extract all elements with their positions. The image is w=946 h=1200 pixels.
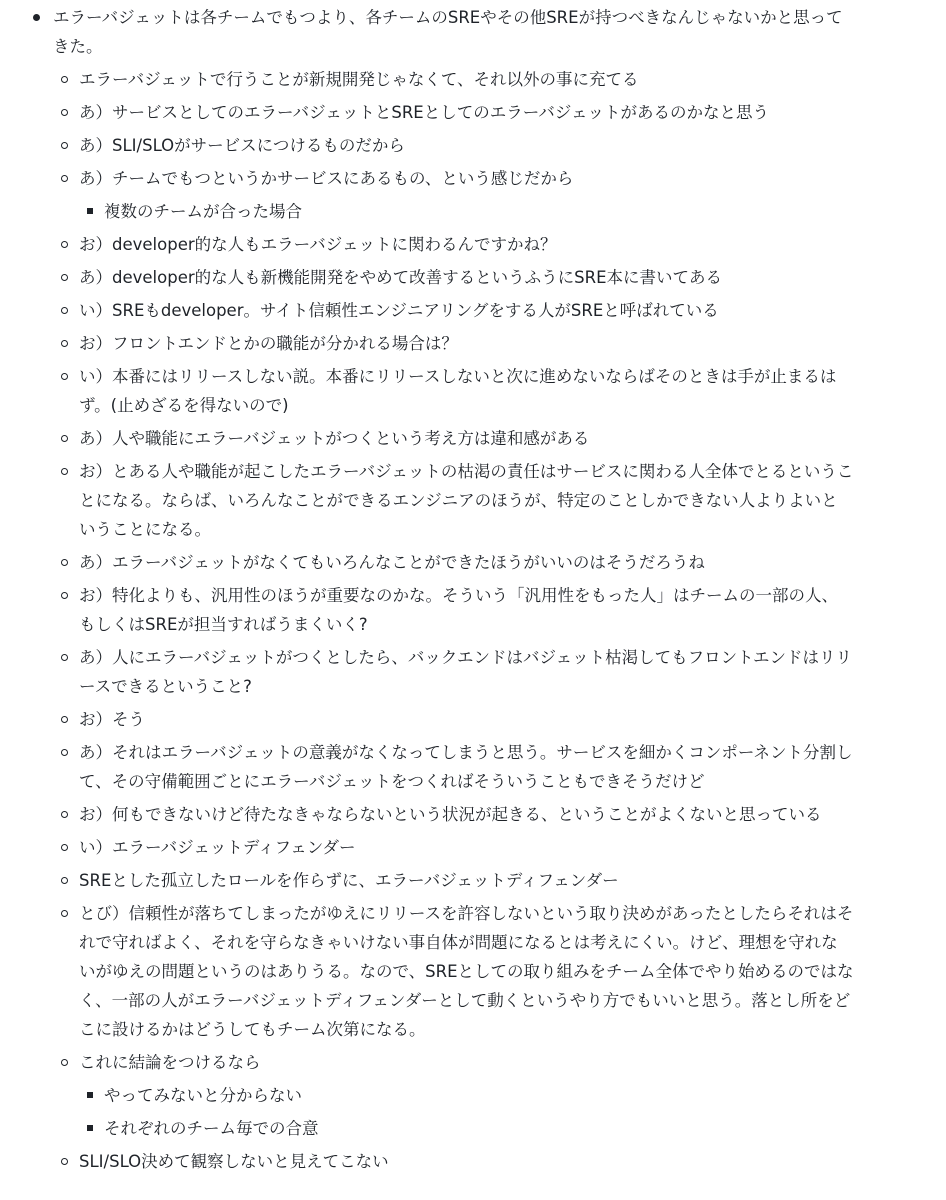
list-item [53,131,854,160]
list-item [53,65,854,94]
list-item [53,1147,854,1176]
list-item-text: あ）サービスとしてのエラーバジェットとSREとしてのエラーバジェットがあるのかなと思う [79,103,770,122]
list-item-text: やってみないと分からない [104,1086,302,1105]
bullet-circle-icon [61,274,68,281]
bullet-circle-icon [61,811,68,818]
bullet-square-icon [87,1092,93,1098]
list-item-text: それぞれのチーム毎での合意 [104,1119,319,1138]
list-item [53,548,854,577]
list-item [79,197,854,226]
list-item-text: あ）SLI/SLOがサービスにつけるものだから [79,136,405,155]
list-item-text: エラーバジェットは各チームでもつより、各チームのSREやその他SREが持つべきなんじゃないかと思ってきた。 [53,8,843,56]
bullet-square-icon [87,208,93,214]
bullet-circle-icon [61,1059,68,1066]
bullet-circle-icon [61,559,68,566]
list-item [53,800,854,829]
list-item-text: い）エラーバジェットディフェンダー [79,838,356,857]
nested-list [53,65,854,1176]
bullet-circle-icon [61,142,68,149]
bullet-circle-icon [61,716,68,723]
bullet-circle-icon [61,76,68,83]
list-item [53,738,854,796]
list-item-text: あ）developer的な人も新機能開発をやめて改善するというふうにSRE本に書いてある [79,268,722,287]
list-item-text: あ）エラーバジェットがなくてもいろんなことができたほうがいいのはそうだろうね [79,553,705,572]
list-item-text: あ）それはエラーバジェットの意義がなくなってしまうと思う。サービスを細かくコンポーネント分割して、その守備範囲ごとにエラーバジェットをつくればそういうこともできそうだけど [79,743,853,791]
list-item-text: い）本番にはリリースしない説。本番にリリースしないと次に進めないならばそのときは手が止まるはず。(止めざるを得ないので) [79,367,837,415]
list-item [53,899,854,1044]
bullet-circle-icon [61,435,68,442]
list-item [53,296,854,325]
list-item-text: お）そう [79,710,145,729]
bullet-circle-icon [61,468,68,475]
list-item [53,164,854,226]
list-item-text: お）フロントエンドとかの職能が分かれる場合は？ [79,334,458,353]
list-item-text: SLI/SLO決めて観察しないと見えてこない [79,1152,389,1171]
bullet-circle-icon [61,340,68,347]
list-item [53,643,854,701]
list-item-text: 複数のチームが合った場合 [104,202,302,221]
bullet-circle-icon [61,910,68,917]
list-item-text: あ）人や職能にエラーバジェットがつくという考え方は違和感がある [79,429,590,448]
list-item-text: とび）信頼性が落ちてしまったがゆえにリリースを許容しないという取り決めがあったとしたらそれはそれで守ればよく、それを守らなきゃいけない事自体が問題になるとは考えにくい。けど、理想を守れないがゆえの問題というのはありうる。なので、SREとしての取り組みをチーム全体でやり始めるのではなく、一部の人がエラーバジェットディフェンダーとして動くというやり方でもいいと思う。落とし所をどこに設けるかはどうしてもチーム次第になる。 [79,904,854,1039]
list-item-text: お）developer的な人もエラーバジェットに関わるんですかね？ [79,235,557,254]
list-item-text: これに結論をつけるなら [79,1053,261,1072]
list-item [53,230,854,259]
list-item-text: エラーバジェットで行うことが新規開発じゃなくて、それ以外の事に充てる [79,70,639,89]
list-item [53,1048,854,1143]
list-item [53,833,854,862]
bullet-circle-icon [61,654,68,661]
nested-list [79,197,854,226]
list-item [53,457,854,544]
list-item [53,705,854,734]
list-item [53,329,854,358]
bullet-circle-icon [61,109,68,116]
bullet-circle-icon [61,749,68,756]
list-item [53,581,854,639]
bullet-disc-icon [33,14,40,21]
list-item [53,866,854,895]
list-item-text: SREとした孤立したロールを作らずに、エラーバジェットディフェンダー [79,871,619,890]
bullet-list [0,3,946,1176]
bullet-circle-icon [61,373,68,380]
list-item [53,424,854,453]
bullet-circle-icon [61,877,68,884]
list-item-text: お）特化よりも、汎用性のほうが重要なのかな。そういう「汎用性をもった人」はチームの一部の人、もしくはSREが担当すればうまくいく? [79,586,838,634]
bullet-circle-icon [61,1158,68,1165]
bullet-circle-icon [61,241,68,248]
list-item [53,263,854,292]
list-item [0,3,946,1176]
bullet-circle-icon [61,175,68,182]
list-item-text: い）SREもdeveloper。サイト信頼性エンジニアリングをする人がSREと呼ばれている [79,301,719,320]
list-item [79,1114,854,1143]
list-item [79,1081,854,1110]
list-item [53,362,854,420]
notes-document [0,3,946,1180]
list-item-text: あ）人にエラーバジェットがつくとしたら、バックエンドはバジェット枯渇してもフロントエンドはリリースできるということ? [79,648,853,696]
list-item-text: あ）チームでもつというかサービスにあるもの、という感じだから [79,169,574,188]
list-item [53,98,854,127]
list-item-text: お）何もできないけど待たなきゃならないという状況が起きる、ということがよくないと思っている [79,805,822,824]
bullet-circle-icon [61,844,68,851]
bullet-circle-icon [61,592,68,599]
nested-list [79,1081,854,1143]
bullet-square-icon [87,1125,93,1131]
list-item-text: お）とある人や職能が起こしたエラーバジェットの枯渇の責任はサービスに関わる人全体でとるということになる。ならば、いろんなことができるエンジニアのほうが、特定のことしかできない人よりよいということになる。 [79,462,854,539]
bullet-circle-icon [61,307,68,314]
